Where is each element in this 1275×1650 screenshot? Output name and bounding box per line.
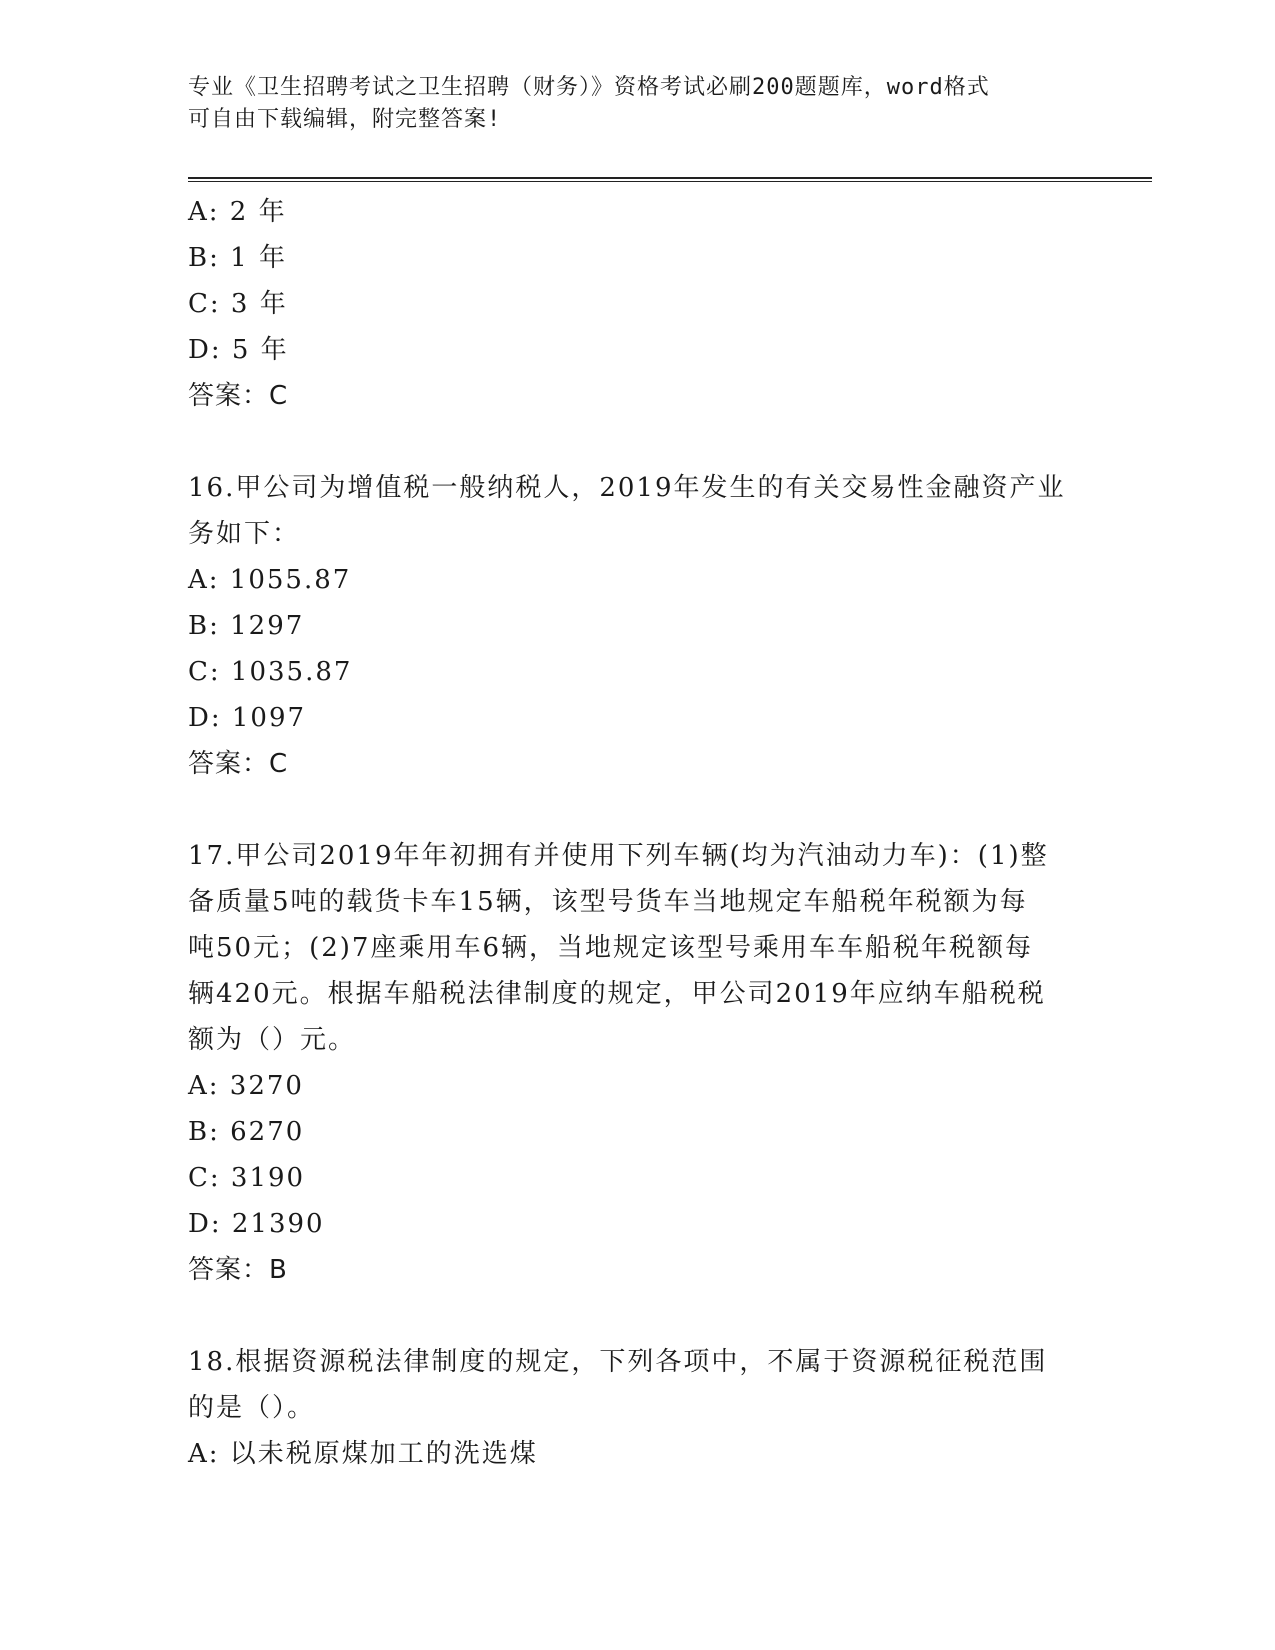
- answer-line: 答案：C: [188, 381, 289, 411]
- question-17: [188, 833, 1088, 1293]
- option-c: C: 3190: [188, 1163, 306, 1193]
- question-text-line: 务如下：: [188, 519, 301, 549]
- question-list: [188, 189, 1088, 1477]
- option-d: D: 5 年: [188, 335, 289, 365]
- question-text-line: 17.甲公司2019年年初拥有并使用下列车辆(均为汽油动力车)：(1)整: [188, 841, 1049, 871]
- header-title-line-1: 专业《卫生招聘考试之卫生招聘（财务）》资格考试必刷200题题库，word格式: [188, 75, 990, 100]
- option-a: A: 1055.87: [188, 565, 352, 595]
- answer-line: 答案：B: [188, 1255, 288, 1285]
- option-b: B: 1297: [188, 611, 305, 641]
- question-text-line: 备质量5吨的载货卡车15辆，该型号货车当地规定车船税年税额为每: [188, 887, 1028, 917]
- question-text-line: 吨50元；(2)7座乘用车6辆，当地规定该型号乘用车车船税年税额每: [188, 933, 1033, 963]
- question-text-line: 的是（）。: [188, 1393, 316, 1423]
- option-c: C: 1035.87: [188, 657, 353, 687]
- option-d: D: 21390: [188, 1209, 325, 1239]
- option-a: A: 3270: [188, 1071, 304, 1101]
- option-c: C: 3 年: [188, 289, 288, 319]
- option-b: B: 1 年: [188, 243, 287, 273]
- header-title-line-2: 可自由下载编辑，附完整答案!: [188, 107, 502, 132]
- question-text-line: 18.根据资源税法律制度的规定，下列各项中，不属于资源税征税范围: [188, 1347, 1048, 1377]
- document-header: [188, 72, 1068, 136]
- question-18: [188, 1339, 1088, 1477]
- option-b: B: 6270: [188, 1117, 305, 1147]
- option-a: A: 以未税原煤加工的洗选煤: [188, 1439, 538, 1469]
- question-text-line: 16.甲公司为增值税一般纳税人，2019年发生的有关交易性金融资产业: [188, 473, 1066, 503]
- option-d: D: 1097: [188, 703, 307, 733]
- question-text-line: 辆420元。根据车船税法律制度的规定，甲公司2019年应纳车船税税: [188, 979, 1046, 1009]
- header-divider-thick: [188, 177, 1152, 179]
- question-text-line: 额为（）元。: [188, 1025, 357, 1055]
- question-15: [188, 189, 1088, 419]
- question-16: [188, 465, 1088, 787]
- answer-line: 答案：C: [188, 749, 289, 779]
- option-a: A: 2 年: [188, 197, 287, 227]
- header-divider-thin: [188, 181, 1152, 182]
